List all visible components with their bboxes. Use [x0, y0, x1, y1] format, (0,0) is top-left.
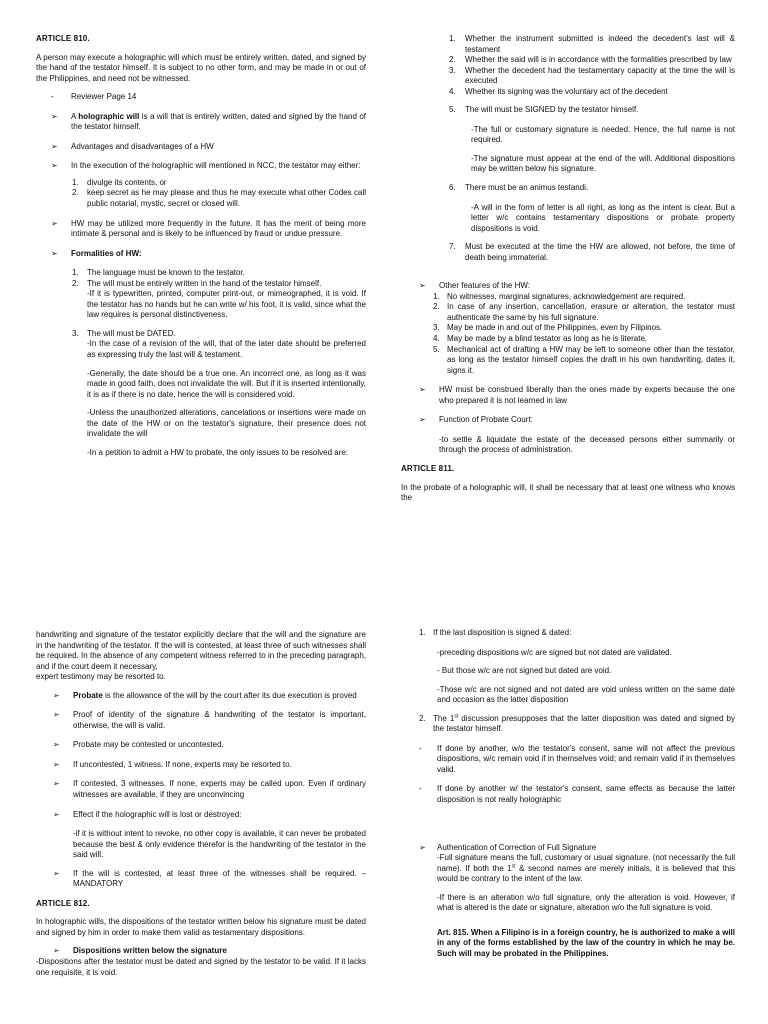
utilized-bullet: ➢ HW may be utilized more frequently in the future. It has the merit of being more intimate & personal and is likely to be influenced by fraud or undue pressure.: [51, 218, 366, 239]
article-812-heading: ARTICLE 812.: [36, 898, 90, 908]
three-witnesses-bullet: ➢ If the will is contested, at least three of the witnesses shall be required. – MANDATORY: [53, 868, 366, 889]
formality-3: 3. The will must be DATED.: [72, 328, 176, 338]
arrow-bullet-icon: ➢: [419, 842, 426, 852]
formality-1: 1. The language must be known to the testator.: [72, 268, 245, 278]
arrow-bullet-icon: ➢: [51, 218, 58, 228]
arrow-bullet-icon: ➢: [53, 809, 60, 819]
function-bullet: ➢ Function of Probate Court:: [419, 415, 533, 425]
function-note: -to settle & liquidate the estate of the deceased persons either summarily or through the process of administration.: [439, 434, 735, 455]
execution-list: [36, 178, 366, 210]
list-item: 2. keep secret as he may please and thus he may execute what other Codes call public notarial, mystic, secret or closed will.: [72, 188, 366, 209]
advantages-bullet: ➢ Advantages and disadvantages of a HW: [51, 141, 214, 151]
probate-bullet: ➢ Probate is the allowance of the will by the court after its due execution is proved: [53, 690, 357, 700]
authentication-note: -Full signature means the full, customary or usual signature. (not necessarily the full name). If both the 1st & second names are merely initials, it is believed that this would be contrary to the intent of the law.: [437, 853, 736, 884]
definition-bullet: ➢ A holographic will is a will that is entirely written, dated and signed by the hand of the testator himself.: [51, 111, 366, 132]
contested-bullet: ➢ Probate may be contested or uncontested.: [53, 740, 224, 750]
arrow-bullet-icon: ➢: [53, 779, 60, 789]
if-contested-bullet: ➢ If contested, 3 witnesses. If none, experts may be called upon. Even if ordinary witnesses are available, if they are unconvincing: [53, 779, 366, 800]
list-item: 1. divulge its contents, or: [72, 177, 167, 187]
top-left-column: [36, 34, 366, 466]
bottom-right-column: [401, 628, 735, 967]
top-right-column: [401, 34, 735, 512]
done-with-consent: - If done by another w/ the testator's consent, same effects as because the latter disposition is not really holographic: [419, 784, 735, 805]
article-810-heading: ARTICLE 810.: [36, 34, 90, 43]
last-disposition-note: -preceding dispositions w/c are signed but not dated are validated.: [437, 647, 672, 657]
formality-3-note-4: -In a petition to admit a HW to probate, the only issues to be resolved are:: [87, 447, 349, 457]
arrow-bullet-icon: ➢: [53, 868, 60, 878]
list-item: 4. May be made by a blind testator as long as he is literate.: [433, 334, 648, 344]
article-815: Art. 815. When a Filipino is in a foreign country, he is authorized to make a will in any of the forms established by the law of the country in which he may be. Such will may be probated in the Philippines.: [437, 927, 735, 958]
formality-2-note: -If it is typewritten, printed, computer print-out, or mimeographed, it is void. If the testator has no hands but he can write w/ his foot, it is valid, since what the law requires is personal distinctiveness.: [87, 289, 366, 320]
arrow-bullet-icon: ➢: [51, 248, 58, 258]
article-810-text: A person may execute a holographic will which must be entirely written, dated, and signed by the hand of the testator himself. It is subject to no other form, and may be made in or out of the Philippines, and need not be witnessed.: [36, 52, 366, 83]
arrow-bullet-icon: ➢: [53, 710, 60, 720]
formality-7: 7. Must be executed at the time the HW are allowed, not before, the time of death being immaterial.: [449, 242, 735, 262]
authentication-bullet: ➢ Authentication of Correction of Full Signature: [419, 842, 597, 852]
arrow-bullet-icon: ➢: [419, 385, 426, 395]
last-disposition-note-3: -Those w/c are not signed and not dated are void unless written on the same date and occasion as the latter disposition: [437, 684, 735, 705]
arrow-bullet-icon: ➢: [51, 161, 58, 171]
arrow-bullet-icon: ➢: [51, 141, 58, 151]
list-item: 2. Whether the said will is in accordance with the formalities prescribed by law: [449, 55, 732, 65]
formality-2: 2. The will must be entirely written in the hand of the testator himself.: [72, 278, 322, 288]
last-disposition-item: 1. If the last disposition is signed & dated:: [419, 628, 572, 637]
dispositions-note: -Dispositions after the testator must be dated and signed by the testator to be valid. If it lacks one requisite, it is void.: [36, 957, 366, 977]
formality-6: 6. There must be an animus testandi.: [449, 183, 589, 193]
other-features-bullet: ➢ Other features of the HW:: [419, 281, 531, 291]
arrow-bullet-icon: ➢: [53, 759, 60, 769]
bottom-left-column: [36, 630, 366, 986]
formality-5-note-2: -The signature must appear at the end of the will. Additional dispositions may be written below his signature.: [471, 153, 735, 174]
formality-3-note: -In the case of a revision of the will, that of the later date should be preferred as expressing truly the last will & testament.: [87, 339, 366, 360]
arrow-bullet-icon: ➢: [419, 281, 426, 291]
article-811-continued-2: expert testimony may be resorted to.: [36, 672, 166, 682]
formality-5-note: -The full or customary signature is needed. Hence, the full name is not required.: [471, 124, 735, 145]
effect-bullet: ➢ Effect if the holographic will is lost or destroyed:: [53, 809, 242, 819]
effect-note: -if it is without intent to revoke, no other copy is available, it can never be probated because the best & only evidence therefor is the handwriting of the testator in the said will.: [73, 829, 366, 860]
list-item: 1. Whether the instrument submitted is indeed the decedent's last will & testament: [449, 34, 735, 54]
list-item: 5. Mechanical act of drafting a HW may be left to someone other than the testator, as long as the testator himself copies the draft in his own handwriting, dates it, signs it.: [433, 344, 735, 375]
list-item: 3. May be made in and out of the Philippines, even by Filipinos.: [433, 323, 663, 333]
other-features-list: [401, 292, 735, 376]
construed-bullet: ➢ HW must be construed liberally than the ones made by experts because the one who prepared it is not learned in law: [419, 385, 735, 405]
alteration-note: -If there is an alteration w/o full signature, only the alteration is void. However, if what is altered is the date or signature, alteration w/o the full signature is void.: [437, 892, 735, 913]
formality-5: 5. The will must be SIGNED by the testator himself.: [449, 105, 639, 115]
execution-bullet: ➢ In the execution of the holographic will mentioned in NCC, the testator may either:: [51, 161, 361, 171]
article-811-heading: ARTICLE 811.: [401, 463, 455, 473]
list-item: 2. In case of any insertion, cancellation, erasure or alteration, the testator must authenticate the same by his full signature.: [433, 302, 735, 322]
article-812-text: In holographic wills, the dispositions of the testator written below his signature must be dated and signed by him in order to make them valid as testamentary dispositions.: [36, 917, 366, 937]
last-disposition-note-2: - But those w/c are not signed but dated are void.: [437, 666, 612, 676]
first-discussion-item: 2. The 1st discussion presupposes that the latter disposition was dated and signed by the testator himself.: [419, 713, 735, 734]
proof-bullet: ➢ Proof of identity of the signature & handwriting of the testator is important, otherwise, the will is valid.: [53, 710, 366, 730]
arrow-bullet-icon: ➢: [51, 111, 58, 121]
uncontested-bullet: ➢ If uncontested, 1 witness. If none, experts may be resorted to.: [53, 759, 292, 769]
formalities-heading: ➢ Formalities of HW:: [51, 248, 142, 258]
arrow-bullet-icon: ➢: [53, 946, 60, 956]
issues-list: [401, 34, 735, 97]
formality-6-note: -A will in the form of letter is all right, as long as the intent is clear. But a letter w/c contains testamentary dispositions or probate property dispositions is void.: [471, 202, 735, 233]
formality-3-note-3: -Unless the unauthorized alterations, cancelations or insertions were made on the date of the HW or on the testator's signature, their presence does not invalidate the will: [87, 408, 366, 439]
arrow-bullet-icon: ➢: [53, 690, 60, 700]
formality-3-note-2: -Generally, the date should be a true one. An incorrect one, as long as it was made in good faith, does not invalidate the will. But if it is inserted intentionally, it is as if there is no date, hence the will is considered void.: [87, 368, 366, 399]
dash-marker: -: [51, 92, 54, 102]
article-811-text: In the probate of a holographic will, it shall be necessary that at least one witness who knows the: [401, 482, 735, 503]
dispositions-heading: ➢ Dispositions written below the signature: [53, 946, 227, 956]
list-item: 1. No witnesses, marginal signatures, acknowledgement are required.: [433, 291, 686, 301]
reviewer-note: - Reviewer Page 14: [51, 92, 137, 102]
done-without-consent: - If done by another, w/o the testator's consent, same will not affect the previous dispositions, w/c remain void if in themselves void; and remain valid if in themselves valid.: [419, 743, 735, 774]
article-811-continued: handwriting and signature of the testator explicitly declare that the will and the signature are in the handwriting of the testator. If the will is contested, at least three of such witnesses shall be required. In the absence of any competent witness referred to in the preceding paragraph, and if the court deem it necessary,: [36, 630, 366, 671]
list-item: 4. Whether its signing was the voluntary act of the decedent: [449, 86, 668, 96]
arrow-bullet-icon: ➢: [419, 415, 426, 425]
arrow-bullet-icon: ➢: [53, 740, 60, 750]
list-item: 3. Whether the decedent had the testamentary capacity at the time the will is executed: [449, 65, 735, 86]
